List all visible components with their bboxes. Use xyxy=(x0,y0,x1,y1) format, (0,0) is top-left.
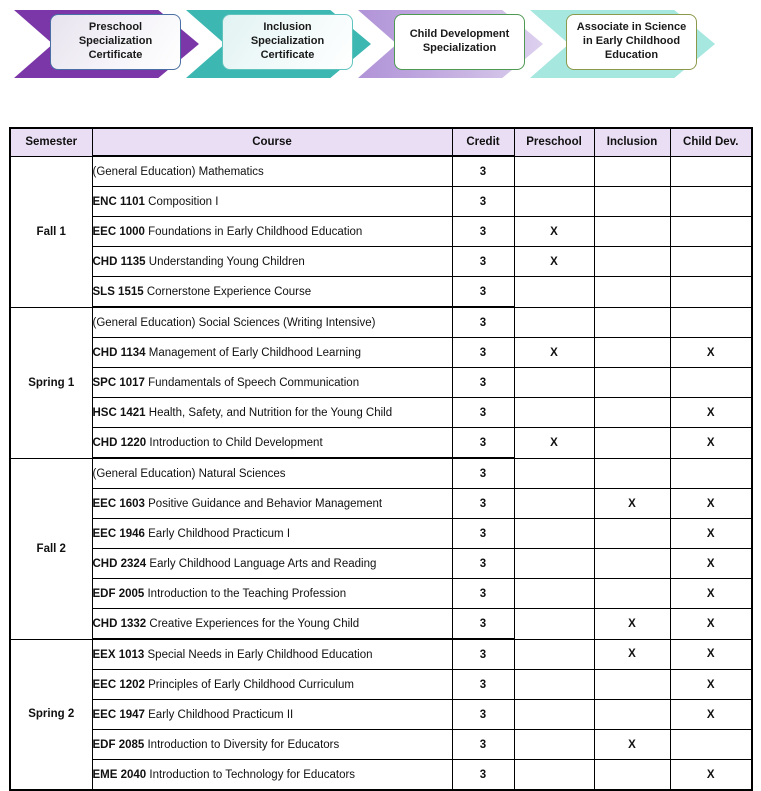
credit-cell: 3 xyxy=(452,519,514,549)
child-dev-mark-cell: X xyxy=(670,338,752,368)
course-cell xyxy=(92,458,452,489)
credit-cell: 3 xyxy=(452,670,514,700)
child-dev-mark-cell: X xyxy=(670,519,752,549)
child-dev-mark-cell: X xyxy=(670,760,752,791)
preschool-mark-cell xyxy=(514,458,594,489)
pathway-banner xyxy=(0,0,761,110)
preschool-mark-cell xyxy=(514,156,594,187)
credit-cell: 3 xyxy=(452,338,514,368)
table-row xyxy=(10,247,752,277)
preschool-mark-cell: X xyxy=(514,217,594,247)
course-title: Positive Guidance and Behavior Management xyxy=(148,497,383,510)
credit-cell: 3 xyxy=(452,549,514,579)
course-title: Special Needs in Early Childhood Education xyxy=(147,648,373,661)
pathway-step-inclusion[interactable] xyxy=(222,14,353,70)
course-code: CHD 1220 xyxy=(92,436,147,449)
table-row xyxy=(10,398,752,428)
child-dev-mark-cell xyxy=(670,458,752,489)
course-cell xyxy=(92,489,452,519)
child-dev-mark-cell: X xyxy=(670,549,752,579)
course-code: CHD 1135 xyxy=(92,255,146,268)
table-row xyxy=(10,217,752,247)
table-row xyxy=(10,156,752,187)
pathway-step-label: Associate in Science in Early Childhood Education xyxy=(576,21,687,61)
inclusion-mark-cell xyxy=(594,277,670,308)
preschool-mark-cell xyxy=(514,307,594,338)
table-row xyxy=(10,670,752,700)
inclusion-mark-cell: X xyxy=(594,609,670,640)
child-dev-mark-cell xyxy=(670,247,752,277)
child-dev-mark-cell xyxy=(670,187,752,217)
preschool-mark-cell xyxy=(514,368,594,398)
credit-cell: 3 xyxy=(452,398,514,428)
course-code: HSC 1421 xyxy=(92,406,146,419)
credit-cell: 3 xyxy=(452,187,514,217)
child-dev-mark-cell xyxy=(670,277,752,308)
pathway-step-label: Child Development Specialization xyxy=(409,28,510,54)
preschool-mark-cell: X xyxy=(514,247,594,277)
pathway-step-label: Inclusion Specialization Certificate xyxy=(250,21,325,61)
table-body xyxy=(10,156,752,790)
course-cell xyxy=(92,156,452,187)
pathway-step-child-development[interactable] xyxy=(394,14,525,70)
credit-cell: 3 xyxy=(452,760,514,791)
course-title: Early Childhood Language Arts and Reading xyxy=(149,557,377,570)
preschool-mark-cell xyxy=(514,489,594,519)
credit-cell: 3 xyxy=(452,247,514,277)
course-title: Early Childhood Practicum II xyxy=(148,708,294,721)
credit-cell: 3 xyxy=(452,277,514,308)
course-cell xyxy=(92,398,452,428)
credit-cell: 3 xyxy=(452,609,514,640)
table-row xyxy=(10,489,752,519)
table-header xyxy=(10,128,752,156)
inclusion-mark-cell: X xyxy=(594,730,670,760)
table-row xyxy=(10,458,752,489)
course-title: Early Childhood Practicum I xyxy=(148,527,291,540)
pathway-step-associate-degree[interactable] xyxy=(566,14,697,70)
course-title: Management of Early Childhood Learning xyxy=(148,346,362,359)
course-cell xyxy=(92,187,452,217)
table-row xyxy=(10,730,752,760)
pathway-step-preschool[interactable] xyxy=(50,14,181,70)
course-code: SPC 1017 xyxy=(92,376,145,389)
course-code: EEC 1946 xyxy=(92,527,145,540)
credit-cell: 3 xyxy=(452,700,514,730)
child-dev-mark-cell: X xyxy=(670,428,752,459)
child-dev-mark-cell: X xyxy=(670,398,752,428)
preschool-mark-cell xyxy=(514,609,594,640)
table-row xyxy=(10,519,752,549)
inclusion-mark-cell xyxy=(594,428,670,459)
inclusion-mark-cell xyxy=(594,760,670,791)
course-cell xyxy=(92,277,452,308)
course-title: Foundations in Early Childhood Education xyxy=(148,225,363,238)
course-code: ENC 1101 xyxy=(92,195,145,208)
course-cell xyxy=(92,338,452,368)
course-title: Composition I xyxy=(148,195,219,208)
semester-cell: Fall 2 xyxy=(10,458,92,639)
child-dev-mark-cell xyxy=(670,156,752,187)
table-row xyxy=(10,549,752,579)
course-cell xyxy=(92,639,452,670)
preschool-mark-cell xyxy=(514,187,594,217)
inclusion-mark-cell xyxy=(594,307,670,338)
table-row xyxy=(10,579,752,609)
course-title: Introduction to the Teaching Profession xyxy=(147,587,347,600)
credit-cell: 3 xyxy=(452,368,514,398)
inclusion-mark-cell xyxy=(594,549,670,579)
child-dev-mark-cell: X xyxy=(670,489,752,519)
course-code: EME 2040 xyxy=(92,768,147,781)
child-dev-mark-cell: X xyxy=(670,700,752,730)
course-cell xyxy=(92,549,452,579)
table-row xyxy=(10,277,752,308)
credit-cell: 3 xyxy=(452,579,514,609)
child-dev-mark-cell xyxy=(670,730,752,760)
preschool-mark-cell xyxy=(514,579,594,609)
preschool-mark-cell xyxy=(514,760,594,791)
child-dev-mark-cell xyxy=(670,307,752,338)
column-header-preschool: Preschool xyxy=(514,128,594,156)
preschool-mark-cell xyxy=(514,639,594,670)
course-title: Principles of Early Childhood Curriculum xyxy=(148,678,354,691)
table-row xyxy=(10,368,752,398)
inclusion-mark-cell xyxy=(594,700,670,730)
inclusion-mark-cell xyxy=(594,187,670,217)
course-code: CHD 1134 xyxy=(92,346,146,359)
course-code: EEX 1013 xyxy=(92,648,145,661)
preschool-mark-cell xyxy=(514,670,594,700)
inclusion-mark-cell xyxy=(594,368,670,398)
course-title: (General Education) Social Sciences (Writing Intensive) xyxy=(92,316,376,329)
preschool-mark-cell: X xyxy=(514,428,594,459)
child-dev-mark-cell xyxy=(670,368,752,398)
course-cell xyxy=(92,247,452,277)
course-title: Fundamentals of Speech Communication xyxy=(148,376,360,389)
column-header-semester: Semester xyxy=(10,128,92,156)
course-code: CHD 2324 xyxy=(92,557,147,570)
child-dev-mark-cell xyxy=(670,217,752,247)
child-dev-mark-cell: X xyxy=(670,670,752,700)
column-header-child-dev: Child Dev. xyxy=(670,128,752,156)
preschool-mark-cell xyxy=(514,277,594,308)
child-dev-mark-cell: X xyxy=(670,639,752,670)
preschool-mark-cell xyxy=(514,730,594,760)
column-header-course: Course xyxy=(92,128,452,156)
course-code: EDF 2085 xyxy=(92,738,145,751)
inclusion-mark-cell xyxy=(594,398,670,428)
course-cell xyxy=(92,760,452,791)
table-row xyxy=(10,700,752,730)
course-cell xyxy=(92,730,452,760)
course-cell xyxy=(92,700,452,730)
inclusion-mark-cell: X xyxy=(594,489,670,519)
course-cell xyxy=(92,670,452,700)
table-header-row xyxy=(10,128,752,156)
inclusion-mark-cell xyxy=(594,338,670,368)
credit-cell: 3 xyxy=(452,639,514,670)
inclusion-mark-cell xyxy=(594,519,670,549)
curriculum-table-container xyxy=(9,127,753,791)
preschool-mark-cell: X xyxy=(514,338,594,368)
credit-cell: 3 xyxy=(452,458,514,489)
course-title: (General Education) Natural Sciences xyxy=(92,467,286,480)
table-row xyxy=(10,760,752,791)
course-title: Creative Experiences for the Young Child xyxy=(149,617,360,630)
credit-cell: 3 xyxy=(452,156,514,187)
table-row xyxy=(10,307,752,338)
semester-cell: Spring 2 xyxy=(10,639,92,790)
course-cell xyxy=(92,579,452,609)
pathway-step-label: Preschool Specialization Certificate xyxy=(78,21,153,61)
inclusion-mark-cell xyxy=(594,670,670,700)
inclusion-mark-cell xyxy=(594,458,670,489)
course-code: SLS 1515 xyxy=(92,285,144,298)
course-cell xyxy=(92,368,452,398)
table-row xyxy=(10,338,752,368)
course-code: EDF 2005 xyxy=(92,587,145,600)
preschool-mark-cell xyxy=(514,700,594,730)
preschool-mark-cell xyxy=(514,519,594,549)
course-title: Introduction to Child Development xyxy=(149,436,323,449)
column-header-inclusion: Inclusion xyxy=(594,128,670,156)
inclusion-mark-cell xyxy=(594,247,670,277)
table-row xyxy=(10,609,752,640)
course-code: EEC 1202 xyxy=(92,678,145,691)
inclusion-mark-cell xyxy=(594,156,670,187)
inclusion-mark-cell: X xyxy=(594,639,670,670)
course-code: EEC 1000 xyxy=(92,225,145,238)
course-cell xyxy=(92,519,452,549)
course-title: Introduction to Diversity for Educators xyxy=(147,738,340,751)
curriculum-table xyxy=(9,127,753,791)
course-code: EEC 1947 xyxy=(92,708,145,721)
credit-cell: 3 xyxy=(452,217,514,247)
credit-cell: 3 xyxy=(452,489,514,519)
course-title: Cornerstone Experience Course xyxy=(146,285,312,298)
semester-cell: Spring 1 xyxy=(10,307,92,458)
course-title: Understanding Young Children xyxy=(148,255,305,268)
table-row xyxy=(10,639,752,670)
inclusion-mark-cell xyxy=(594,217,670,247)
child-dev-mark-cell: X xyxy=(670,579,752,609)
credit-cell: 3 xyxy=(452,307,514,338)
course-cell xyxy=(92,609,452,640)
child-dev-mark-cell: X xyxy=(670,609,752,640)
course-code: CHD 1332 xyxy=(92,617,147,630)
preschool-mark-cell xyxy=(514,549,594,579)
course-cell xyxy=(92,428,452,459)
preschool-mark-cell xyxy=(514,398,594,428)
column-header-credit: Credit xyxy=(452,128,514,156)
course-code: EEC 1603 xyxy=(92,497,145,510)
credit-cell: 3 xyxy=(452,730,514,760)
credit-cell: 3 xyxy=(452,428,514,459)
course-cell xyxy=(92,217,452,247)
course-cell xyxy=(92,307,452,338)
course-title: (General Education) Mathematics xyxy=(92,165,264,178)
table-row xyxy=(10,428,752,459)
semester-cell: Fall 1 xyxy=(10,156,92,307)
course-title: Health, Safety, and Nutrition for the Young Child xyxy=(148,406,393,419)
course-title: Introduction to Technology for Educators xyxy=(149,768,356,781)
inclusion-mark-cell xyxy=(594,579,670,609)
table-row xyxy=(10,187,752,217)
